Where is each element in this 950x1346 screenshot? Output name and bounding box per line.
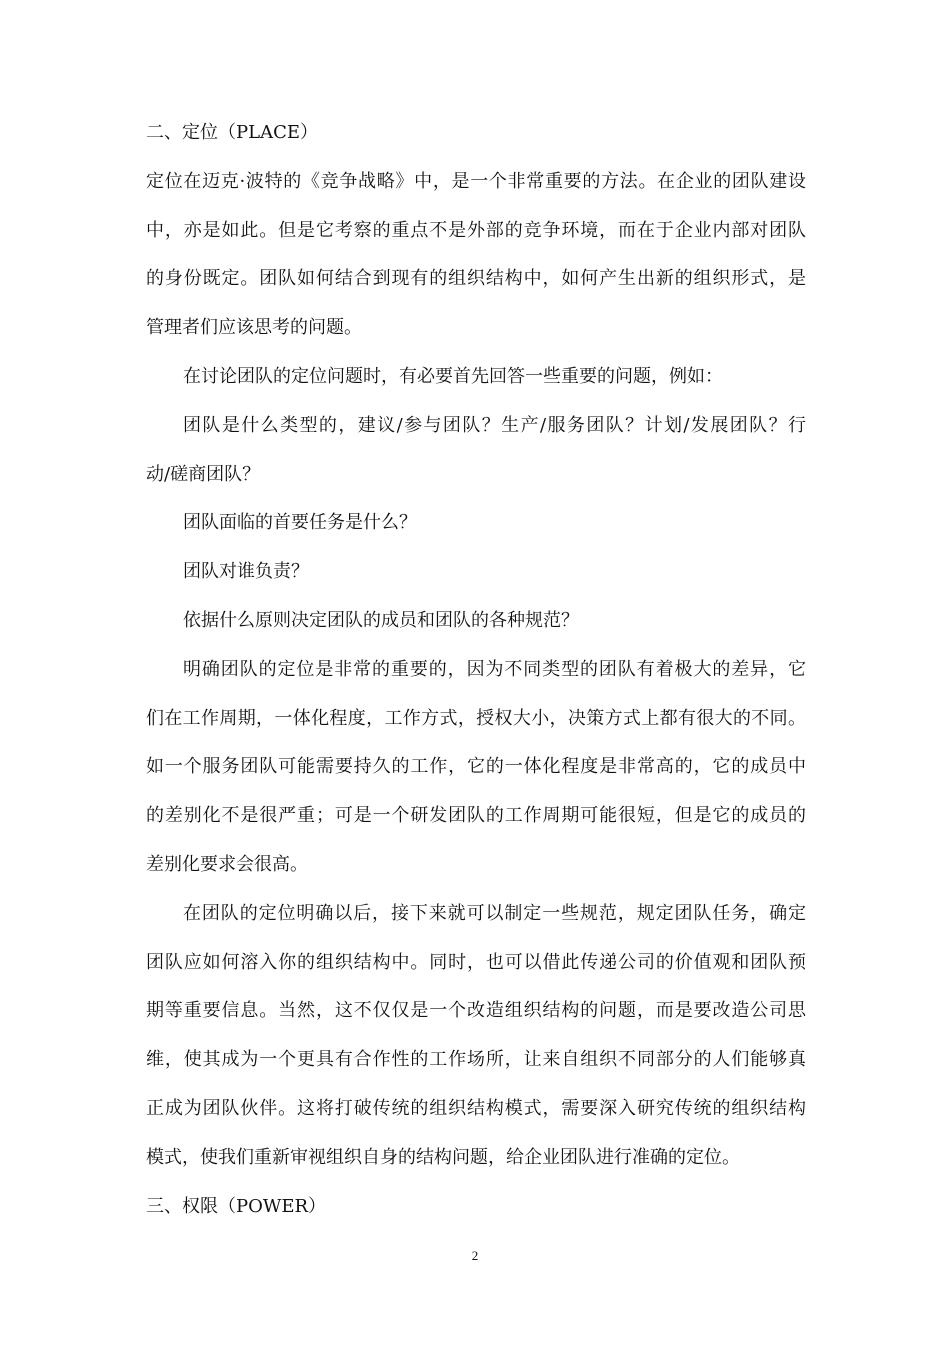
- paragraph-line: 期等重要信息。当然，这不仅仅是一个改造组织结构的问题，而是要改造公司思: [146, 1000, 806, 1022]
- paragraph-line: 定位在迈克·波特的《竞争战略》中，是一个非常重要的方法。在企业的团队建设: [146, 170, 806, 192]
- paragraph-line: 在讨论团队的定位问题时，有必要首先回答一些重要的问题，例如：: [183, 365, 723, 387]
- section-heading-power: 三、权限（POWER）: [146, 1195, 327, 1217]
- paragraph-line: 维，使其成为一个更具有合作性的工作场所，让来自组织不同部分的人们能够真: [146, 1049, 806, 1071]
- question-line: 团队面临的首要任务是什么？: [183, 512, 417, 534]
- paragraph-line: 正成为团队伙伴。这将打破传统的组织结构模式，需要深入研究传统的组织结构: [146, 1097, 806, 1119]
- question-line: 依据什么原则决定团队的成员和团队的各种规范？: [183, 609, 579, 631]
- section-heading-place: 二、定位（PLACE）: [146, 122, 318, 143]
- paragraph-line: 们在工作周期，一体化程度，工作方式，授权大小，决策方式上都有很大的不同。: [146, 707, 806, 729]
- question-line: 动/磋商团队？: [146, 463, 261, 485]
- paragraph-line: 团队应如何溶入你的组织结构中。同时，也可以借此传递公司的价值观和团队预: [146, 951, 806, 973]
- paragraph-line: 在团队的定位明确以后，接下来就可以制定一些规范，规定团队任务，确定: [183, 902, 806, 924]
- page-number: 2: [471, 1248, 479, 1263]
- paragraph-line: 模式，使我们重新审视组织自身的结构问题，给企业团队进行准确的定位。: [146, 1146, 740, 1168]
- document-body: [146, 109, 806, 1231]
- question-line: 团队是什么类型的，建议/参与团队？生产/服务团队？计划/发展团队？行: [183, 414, 806, 436]
- question-line: 团队对谁负责？: [183, 561, 309, 583]
- paragraph-line: 差别化要求会很高。: [146, 853, 308, 875]
- paragraph-line: 的身份既定。团队如何结合到现有的组织结构中，如何产生出新的组织形式，是: [146, 268, 806, 290]
- paragraph-line: 如一个服务团队可能需要持久的工作，它的一体化程度是非常高的，它的成员中: [146, 756, 806, 778]
- paragraph-line: 明确团队的定位是非常的重要的，因为不同类型的团队有着极大的差异，它: [183, 658, 806, 680]
- paragraph-line: 的差别化不是很严重；可是一个研发团队的工作周期可能很短，但是它的成员的: [146, 805, 806, 827]
- paragraph-line: 管理者们应该思考的问题。: [146, 317, 362, 339]
- paragraph-line: 中，亦是如此。但是它考察的重点不是外部的竞争环境，而在于企业内部对团队: [146, 219, 806, 241]
